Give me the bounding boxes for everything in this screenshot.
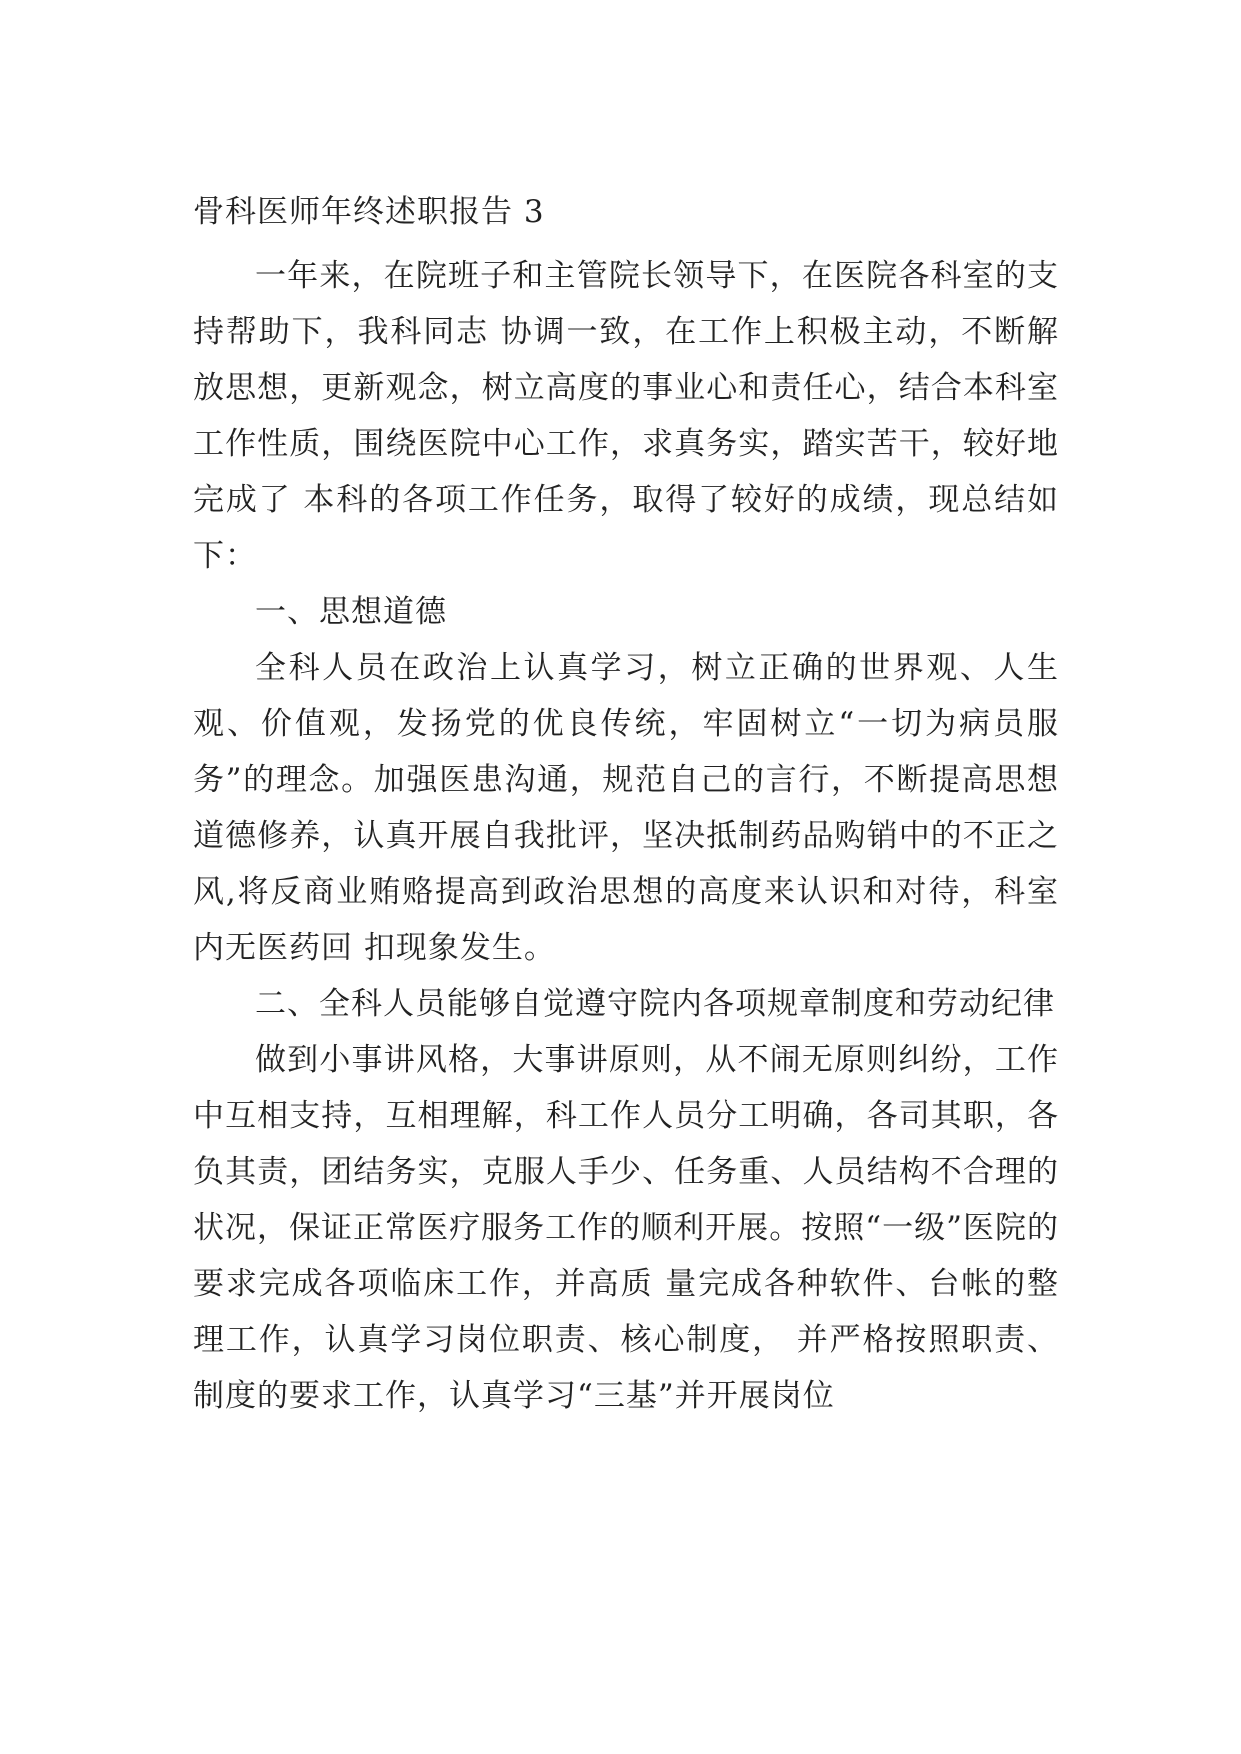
section-body-ideology: 全科人员在政治上认真学习，树立正确的世界观、人生观、价值观，发扬党的优良传统，牢固树立“一切为病员服务”的理念。加强医患沟通，规范自己的言行，不断提高思想道德修养，认真开展自我批评，坚决抵制药品购销中的不正之风,将反商业贿赂提高到政治思想的高度来认识和对待，科室内无医药回 扣现象发生。 <box>193 650 1059 966</box>
intro-paragraph: 一年来，在院班子和主管院长领导下，在医院各科室的支持帮助下，我科同志 协调一致，在工作上积极主动，不断解放思想，更新观念，树立高度的事业心和责任心，结合本科室工作性质，围绕医院中心工作，求真务实，踏实苦干，较好地完成了 本科的各项工作任务，取得了较好的成绩，现总结如下： <box>193 258 1059 574</box>
section-body-discipline: 做到小事讲风格，大事讲原则，从不闹无原则纠纷，工作中互相支持，互相理解，科工作人员分工明确，各司其职，各负其责，团结务实，克服人手少、任务重、人员结构不合理的状况，保证正常医疗服务工作的顺利开展。按照“一级”医院的要求完成各项临床工作，并高质 量完成各种软件、台帐的整理工作，认真学习岗位职责、核心制度， 并严格按照职责、制度的要求工作，认真学习“三基”并开展岗位 <box>193 1042 1059 1414</box>
document-page <box>193 192 1059 1424</box>
section-heading-discipline: 二、全科人员能够自觉遵守院内各项规章制度和劳动纪律 <box>255 986 1055 1022</box>
section-heading-ideology: 一、思想道德 <box>255 594 447 630</box>
document-title: 骨科医师年终述职报告 3 <box>193 194 545 230</box>
